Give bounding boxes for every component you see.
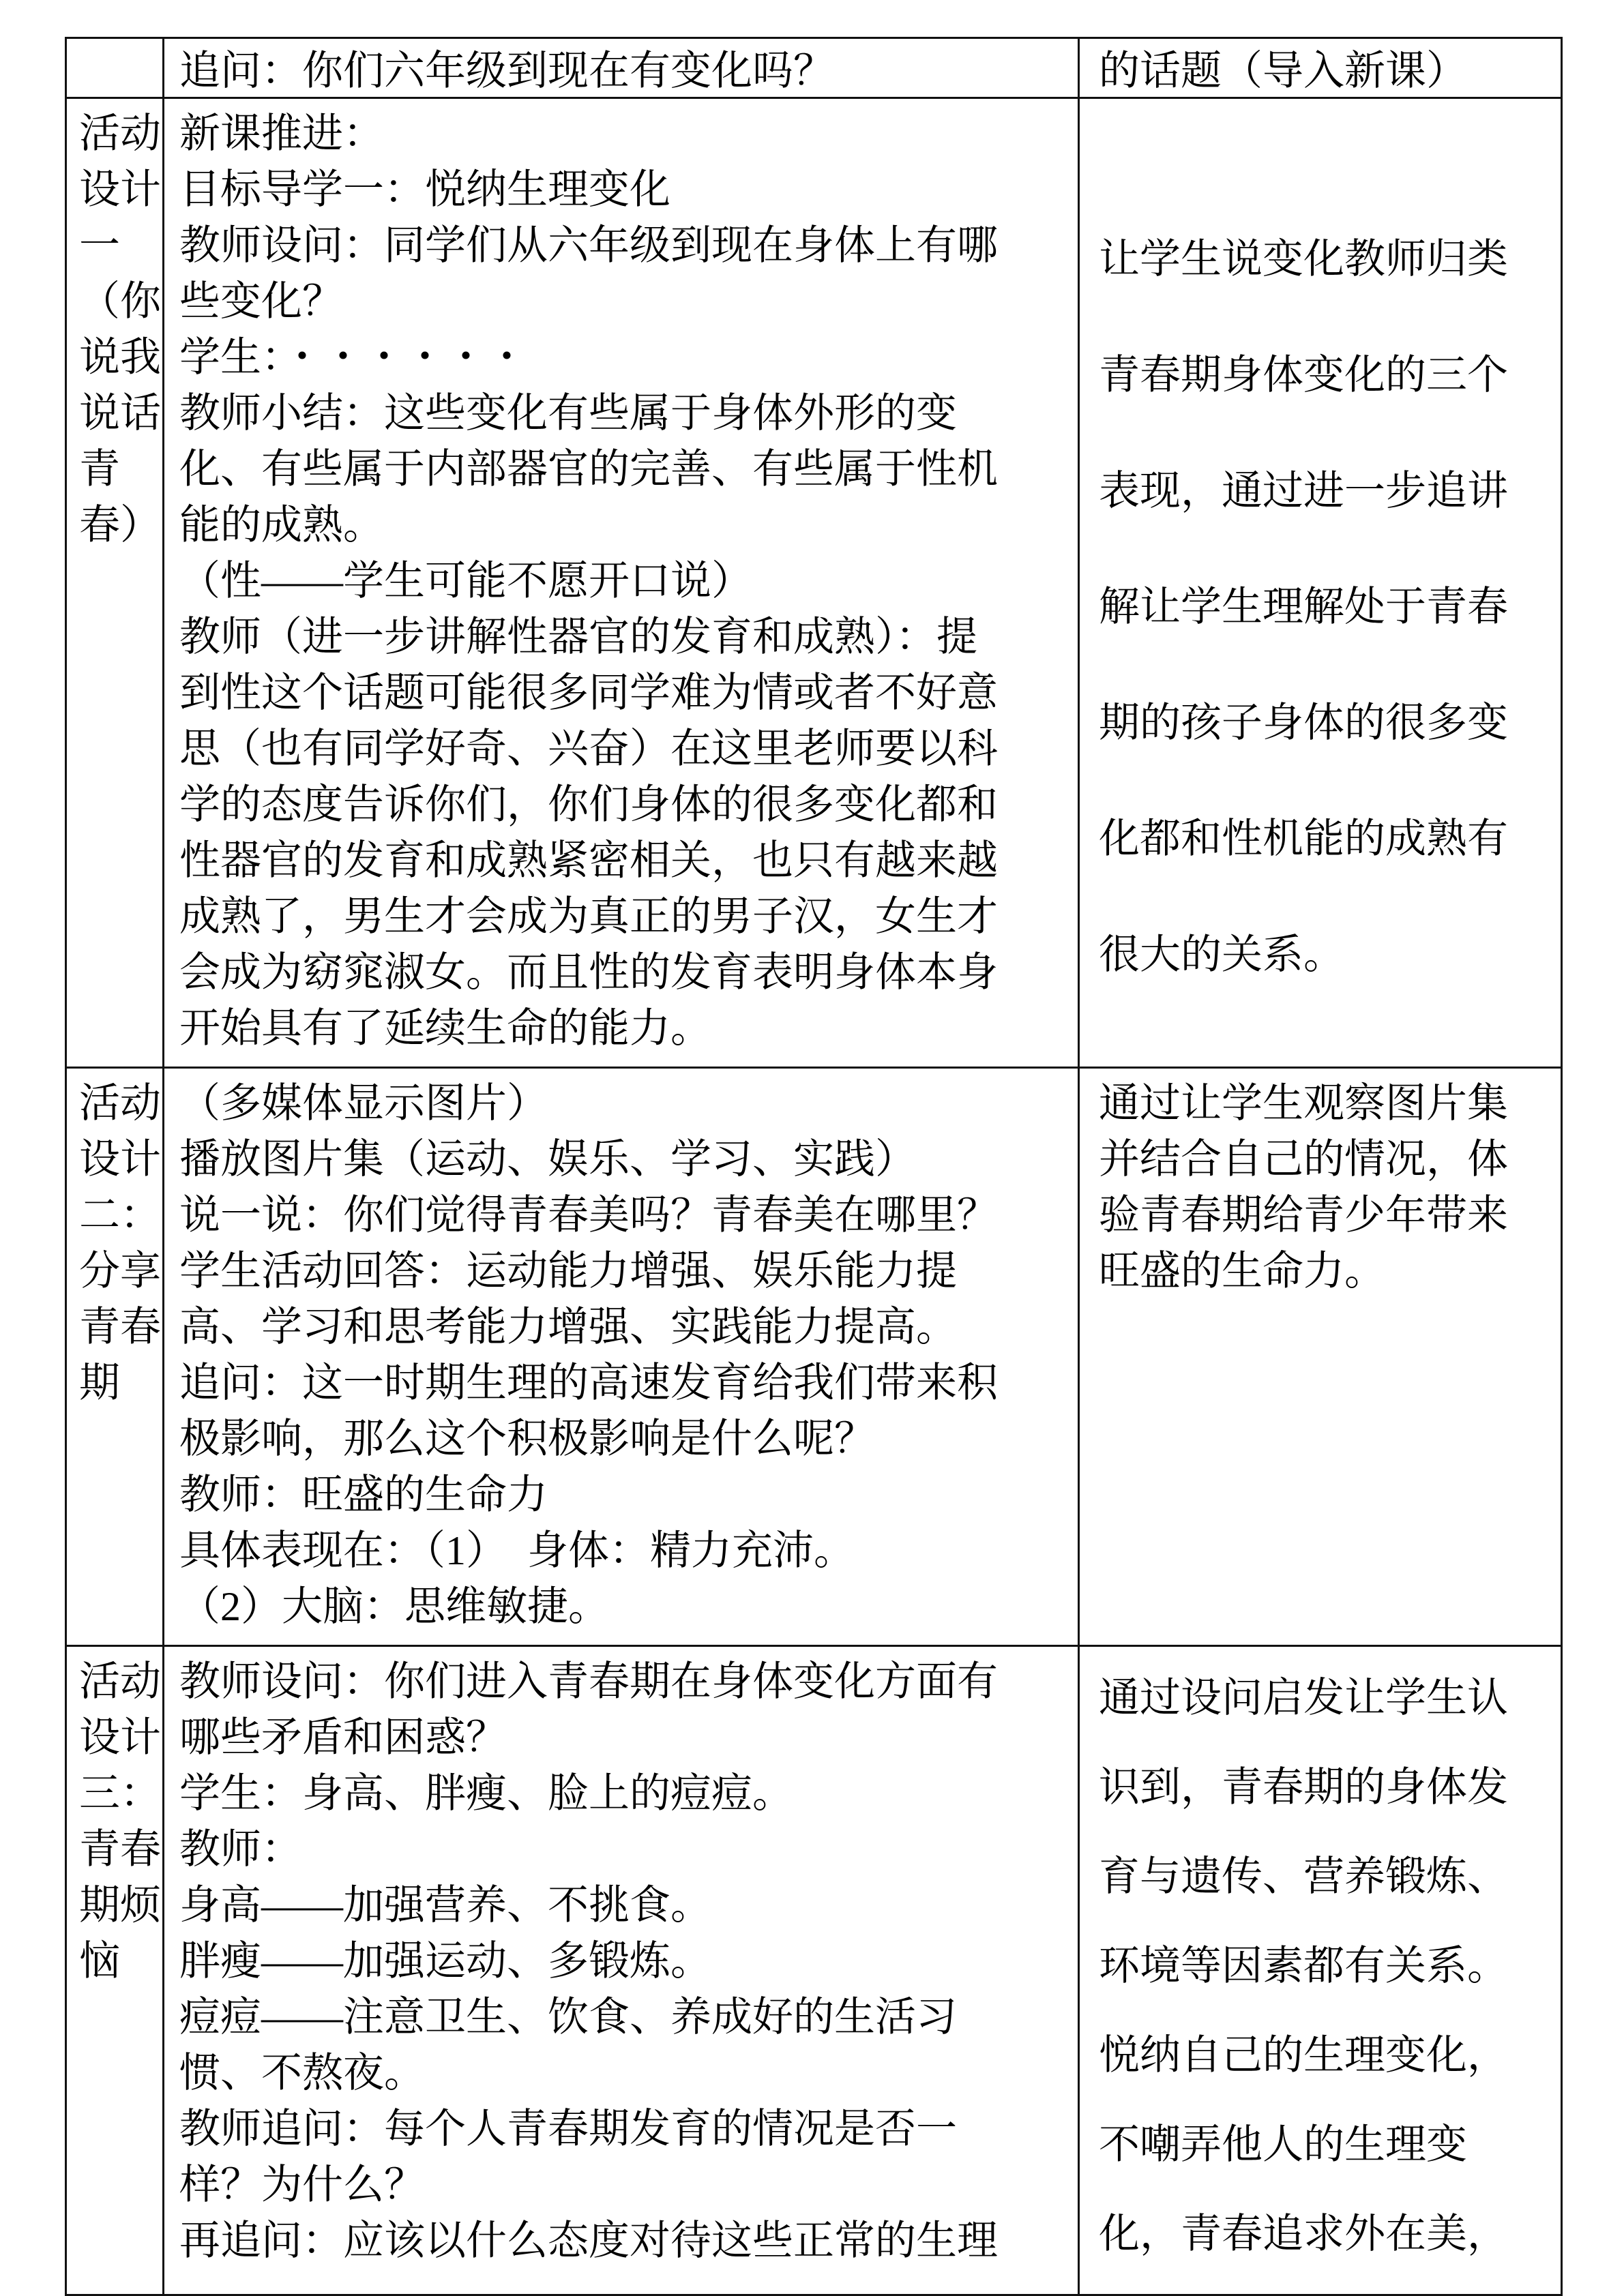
text-line: 学的态度告诉你们，你们身体的很多变化都和 [179, 782, 998, 827]
text-line: 哪些矛盾和困惑？ [179, 1715, 507, 1760]
text-line: 说一说：你们觉得青春美吗？青春美在哪里？ [179, 1193, 998, 1238]
text-line: 极影响，那么这个积极影响是什么呢？ [179, 1416, 875, 1461]
text-line: 身高——加强营养、不挑食。 [179, 1883, 711, 1928]
text-line: 设计 [79, 167, 161, 212]
text-line: 二： [79, 1193, 161, 1238]
teaching-content-cell [162, 1647, 1080, 2294]
text-line: 活动 [79, 1659, 161, 1704]
text-line: 样？为什么？ [179, 2162, 425, 2207]
text-line: 设计 [79, 1715, 161, 1760]
text-line: 验青春期给青少年带来 [1099, 1193, 1508, 1238]
design-intent-lines [1099, 201, 1555, 1013]
text-line: 设计 [79, 1137, 161, 1182]
text-line: （你 [79, 279, 161, 324]
text-line: 识到，青春期的身体发 [1099, 1765, 1508, 1810]
text-line: 性器官的发育和成熟紧密相关，也只有越来越 [179, 838, 998, 883]
activity-label-cell [67, 39, 162, 97]
text-line: 悦纳自己的生理变化， [1099, 2033, 1508, 2078]
text-line: 恼 [79, 1939, 120, 1984]
design-intent-cell [1080, 99, 1561, 1067]
design-intent-cell [1080, 1069, 1561, 1645]
table-row-activity-2 [67, 1069, 1561, 1647]
text-line: 胖瘦——加强运动、多锻炼。 [179, 1939, 711, 1984]
text-line: 教师（进一步讲解性器官的发育和成熟）：提 [179, 614, 977, 659]
text-line: 说话 [79, 391, 161, 436]
text-line: 活动 [79, 111, 161, 156]
text-line: 环境等因素都有关系。 [1099, 1943, 1508, 1988]
text-line: 化、有些属于内部器官的完善、有些属于性机 [179, 447, 998, 492]
text-line: 期的孩子身体的很多变 [1099, 700, 1508, 745]
text-line: 春） [79, 503, 161, 548]
text-line: 成熟了，男生才会成为真正的男子汉，女生才 [179, 894, 998, 939]
text-line: 期烦 [79, 1883, 161, 1928]
text-line: 教师设问：你们进入青春期在身体变化方面有 [179, 1659, 998, 1704]
text-line: 具体表现在：（1） 身体：精力充沛。 [179, 1528, 855, 1573]
teaching-content-lines [179, 1654, 1069, 2269]
table-row-activity-1 [67, 99, 1561, 1069]
text-line: 学生：身高、胖瘦、脸上的痘痘。 [179, 1771, 793, 1816]
activity-label-cell [67, 99, 162, 1067]
text-line: 一 [79, 223, 120, 268]
text-line: 教师： [179, 1827, 302, 1872]
text-line: 解让学生理解处于青春 [1099, 584, 1508, 629]
teaching-content-lines [179, 106, 1069, 1056]
text-line: 思（也有同学好奇、兴奋）在这里老师要以科 [179, 726, 998, 771]
text-line: 旺盛的生命力。 [1099, 1249, 1385, 1294]
text-line: 播放图片集（运动、娱乐、学习、实践） [179, 1137, 916, 1182]
text-line: 的话题（导入新课） [1099, 48, 1467, 93]
text-line: 教师：旺盛的生命力 [179, 1472, 548, 1517]
text-line: 高、学习和思考能力增强、实践能力提高。 [179, 1304, 957, 1350]
text-line: 教师设问：同学们从六年级到现在身体上有哪 [179, 223, 998, 268]
text-line: 三： [79, 1771, 161, 1816]
teaching-content-lines [179, 1075, 1069, 1635]
text-line: 痘痘——注意卫生、饮食、养成好的生活习 [179, 1995, 957, 2040]
text-line: 青春期身体变化的三个 [1099, 353, 1508, 398]
design-intent-lines [1099, 1075, 1555, 1299]
text-line: 育与遗传、营养锻炼、 [1099, 1854, 1508, 1899]
text-line: 教师小结：这些变化有些属于身体外形的变 [179, 391, 957, 436]
text-line: 目标导学一：悦纳生理变化 [179, 167, 670, 212]
text-line: 些变化？ [179, 279, 343, 324]
design-intent-lines [1099, 43, 1555, 97]
text-line: 并结合自己的情况，体 [1099, 1137, 1508, 1182]
table-row-activity-3 [67, 1647, 1561, 2294]
activity-label-lines [79, 1075, 162, 1411]
activity-label-lines [79, 106, 162, 553]
text-line: 到性这个话题可能很多同学难为情或者不好意 [179, 670, 998, 715]
text-line: 会成为窈窕淑女。而且性的发育表明身体本身 [179, 950, 998, 995]
text-line: 追问：你们六年级到现在有变化吗？ [179, 48, 834, 93]
text-line: （2）大脑：思维敏捷。 [179, 1584, 609, 1629]
text-line: 再追问：应该以什么态度对待这些正常的生理 [179, 2218, 998, 2263]
teaching-content-cell [162, 1069, 1080, 1645]
teaching-content-cell [162, 99, 1080, 1067]
text-line: 学生活动回答：运动能力增强、娱乐能力提 [179, 1249, 957, 1294]
activity-label-lines [79, 1654, 162, 1989]
text-line: 期 [79, 1360, 120, 1405]
text-line: 不嘲弄他人的生理变 [1099, 2122, 1467, 2167]
table-row-continued [67, 39, 1561, 99]
text-line: 化，青春追求外在美， [1099, 2211, 1508, 2256]
text-line: 分享 [79, 1249, 161, 1294]
activity-label-cell [67, 1069, 162, 1645]
text-line: 惯、不熬夜。 [179, 2051, 425, 2096]
text-line: 让学生说变化教师归类 [1099, 237, 1508, 282]
design-intent-cell [1080, 39, 1561, 97]
text-line: （性——学生可能不愿开口说） [179, 558, 752, 603]
text-line: 说我 [79, 335, 161, 380]
teaching-content-lines [179, 43, 1069, 97]
teaching-content-cell [162, 39, 1080, 97]
design-intent-cell [1080, 1647, 1561, 2294]
text-line: 能的成熟。 [179, 503, 384, 548]
text-line: 追问：这一时期生理的高速发育给我们带来积 [179, 1360, 998, 1405]
text-line: 学生：・・・・・・ [179, 335, 527, 380]
text-line: 青春 [79, 1304, 161, 1350]
text-line: 活动 [79, 1081, 161, 1126]
text-line: 化都和性机能的成熟有 [1099, 816, 1508, 861]
text-line: 新课推进： [179, 111, 384, 156]
text-line: 青 [79, 447, 120, 492]
text-line: 通过设问启发让学生认 [1099, 1675, 1508, 1720]
text-line: （多媒体显示图片） [179, 1081, 548, 1126]
activity-label-cell [67, 1647, 162, 2294]
lesson-plan-table [65, 37, 1563, 2296]
text-line: 通过让学生观察图片集 [1099, 1081, 1508, 1126]
text-line: 表现，通过进一步追讲 [1099, 468, 1508, 513]
text-line: 很大的关系。 [1099, 932, 1344, 977]
text-line: 青春 [79, 1827, 161, 1872]
text-line: 教师追问：每个人青春期发育的情况是否一 [179, 2106, 957, 2151]
design-intent-lines [1099, 1654, 1555, 2279]
text-line: 开始具有了延续生命的能力。 [179, 1006, 711, 1051]
